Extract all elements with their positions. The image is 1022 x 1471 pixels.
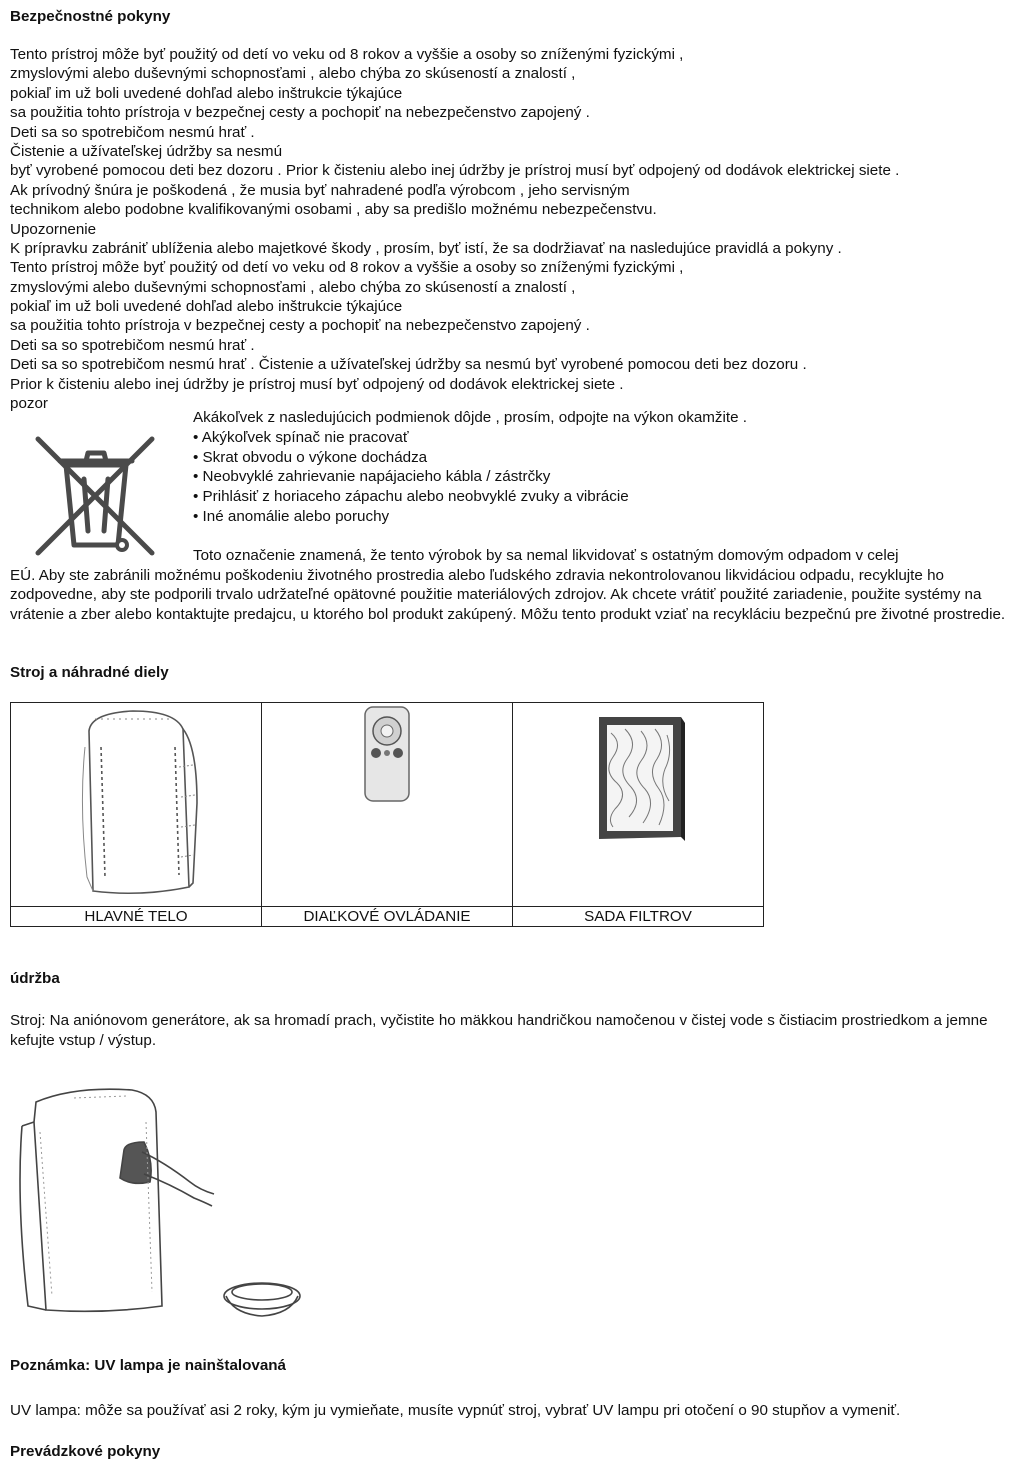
part-caption: SADA FILTROV: [513, 907, 764, 927]
remote-control-cell: [262, 703, 513, 907]
note-text: UV lampa: môže sa používať asi 2 roky, kým ju vymieňate, musíte vypnúť stroj, vybrať UV lampu pri otočení o 90 stupňov a vymeniť.: [10, 1402, 901, 1419]
safety-line: Ak prívodný šnúra je poškodená , že musia byť nahradené podľa výrobcom , jeho servisným: [10, 181, 630, 199]
condition-item: • Neobvyklé zahrievanie napájacieho kábla / zástrčky: [193, 468, 551, 486]
condition-item: • Akýkoľvek spínač nie pracovať: [193, 428, 409, 446]
safety-line: pokiaľ im už boli uvedené dohľad alebo inštrukcie týkajúce: [10, 84, 403, 102]
safety-line: Čistenie a užívateľskej údržby sa nesmú: [10, 142, 283, 160]
weee-paragraph: [10, 546, 1018, 624]
safety-line: Upozornenie: [10, 220, 97, 238]
safety-heading: Bezpečnostné pokyny: [10, 8, 171, 25]
safety-line: zmyslovými alebo duševnými schopnosťami , alebo chýba zo skúseností a znalostí ,: [10, 65, 576, 83]
maintenance-text: Stroj: Na aniónovom generátore, ak sa hromadí prach, vyčistite ho mäkkou handričkou namočenou v čistej vode s čistiacim prostriedkom a jemne kefujte vstup / výstup.: [10, 1012, 988, 1049]
air-purifier-illustration: [71, 707, 211, 899]
weee-first-line: Toto označenie znamená, že tento výrobok by sa nemal likvidovať s ostatným domovým odpadom v celej: [193, 547, 899, 564]
safety-line: Prior k čisteniu alebo inej údržby je prístroj musí byť odpojený od dodávok elektrickej siete .: [10, 375, 624, 393]
condition-item: • Prihlásiť z horiaceho zápachu alebo neobvyklé zvuky a vibrácie: [193, 488, 629, 506]
parts-table: [10, 702, 764, 927]
safety-line: sa použitia tohto prístroja v bezpečnej cesty a pochopiť na nebezpečenstvo zapojený .: [10, 104, 590, 122]
parts-heading: Stroj a náhradné diely: [10, 664, 169, 681]
safety-line: byť vyrobené pomocou deti bez dozoru . Prior k čisteniu alebo inej údržby je prístroj musí byť odpojený od dodávok elektrickej siete .: [10, 162, 900, 180]
main-body-cell: [11, 703, 262, 907]
part-caption: HLAVNÉ TELO: [11, 907, 262, 927]
condition-item: • Iné anomálie alebo poruchy: [193, 507, 390, 525]
crossed-bin-icon: [32, 433, 160, 559]
conditions-intro: Akákoľvek z nasledujúcich podmienok dôjde , prosím, odpojte na výkon okamžite .: [193, 409, 748, 426]
safety-line: pokiaľ im už boli uvedené dohľad alebo inštrukcie týkajúce: [10, 298, 403, 316]
safety-line: Deti sa so spotrebičom nesmú hrať .: [10, 123, 255, 141]
remote-control-illustration: [362, 705, 412, 805]
safety-line: technikom alebo podobne kvalifikovanými osobami , aby sa predišlo možnému nebezpečenstvu.: [10, 201, 657, 219]
conditions-list: [193, 408, 747, 527]
part-caption: DIAĽKOVÉ OVLÁDANIE: [262, 907, 513, 927]
safety-line: sa použitia tohto prístroja v bezpečnej cesty a pochopiť na nebezpečenstvo zapojený .: [10, 317, 590, 335]
filter-illustration: [593, 713, 689, 845]
weee-rest: EÚ. Aby ste zabránili možnému poškodeniu životného prostredia alebo ľudského zdravia nekontrolovanou likvidáciou odpadu, recyklujte ho zodpovedne, aby ste podporili trvalo udržateľné opätovné použitie materiálových zdrojov. Ak chcete vrátiť použité zariadenie, použite systémy na vrátenie a zber alebo kontaktujte predajcu, u ktorého bol produkt zakúpený. Môžu tento produkt vziať na recykláciu bezpečnú pre životné prostredie.: [10, 566, 1006, 623]
operation-heading: Prevádzkové pokyny: [10, 1443, 161, 1460]
safety-line: K prípravku zabrániť ublíženia alebo majetkové škody , prosím, byť istí, že sa dodržiavať na nasledujúce pravidlá a pokyny .: [10, 239, 842, 257]
cleaning-illustration: [14, 1082, 314, 1322]
safety-text: [10, 45, 899, 413]
safety-line: Deti sa so spotrebičom nesmú hrať .: [10, 336, 255, 354]
safety-line: zmyslovými alebo duševnými schopnosťami , alebo chýba zo skúseností a znalostí ,: [10, 278, 576, 296]
maintenance-heading: údržba: [10, 970, 60, 987]
safety-line: Tento prístroj môže byť použitý od detí vo veku od 8 rokov a vyššie a osoby so zníženými fyzickými ,: [10, 46, 684, 63]
safety-line: pozor: [10, 395, 48, 413]
filter-set-cell: [513, 703, 764, 907]
note-heading: Poznámka: UV lampa je nainštalovaná: [10, 1357, 287, 1374]
safety-line: Deti sa so spotrebičom nesmú hrať . Čistenie a užívateľskej údržby sa nesmú byť vyrobené pomocou deti bez dozoru .: [10, 356, 807, 374]
safety-line: Tento prístroj môže byť použitý od detí vo veku od 8 rokov a vyššie a osoby so zníženými fyzickými ,: [10, 259, 684, 277]
condition-item: • Skrat obvodu o výkone dochádza: [193, 448, 428, 466]
